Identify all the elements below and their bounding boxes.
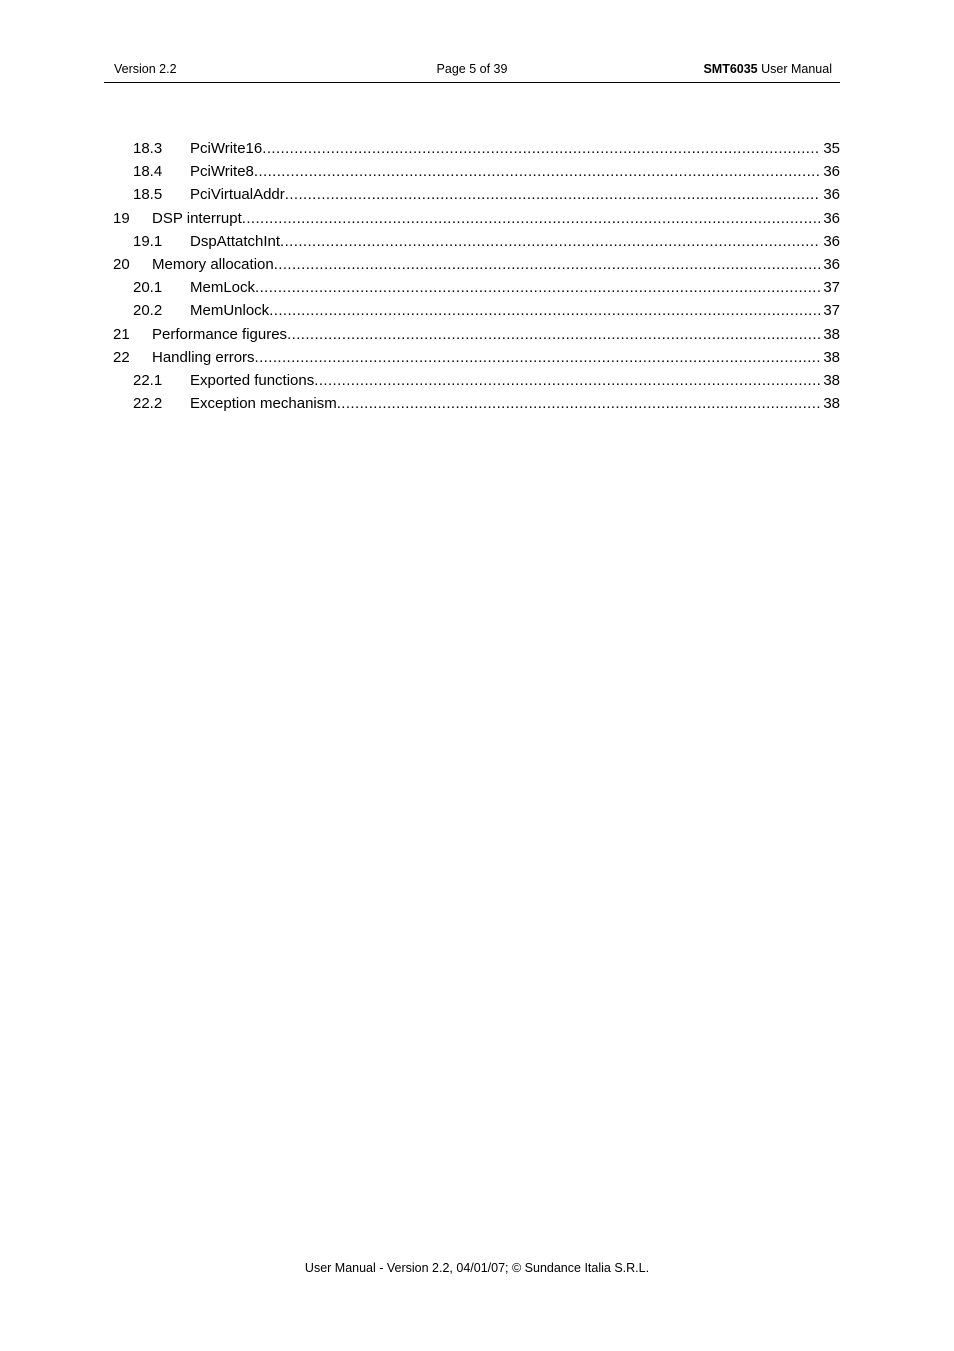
- toc-leader: [255, 346, 821, 369]
- toc-title: Exception mechanism: [190, 392, 337, 415]
- toc-page: 36: [820, 183, 840, 206]
- header-version: Version 2.2: [114, 62, 177, 76]
- toc-number: 18.5: [133, 186, 163, 204]
- header-document-title: [703, 62, 832, 76]
- toc-title: PciWrite8: [190, 160, 254, 183]
- toc-title: Exported functions: [190, 369, 314, 392]
- toc-number: 18.4: [133, 163, 163, 181]
- toc-entry[interactable]: [113, 346, 840, 369]
- toc-page: 36: [820, 253, 840, 276]
- toc-entry[interactable]: [113, 392, 840, 415]
- toc-entry[interactable]: [113, 137, 840, 160]
- toc-leader: [262, 137, 820, 160]
- toc-leader: [274, 253, 821, 276]
- toc-leader: [280, 230, 820, 253]
- toc-title: Memory allocation: [152, 253, 274, 276]
- toc-page: 38: [820, 369, 840, 392]
- toc-entry[interactable]: [113, 323, 840, 346]
- page-header: [104, 60, 840, 83]
- toc-leader: [287, 323, 820, 346]
- toc-title: DSP interrupt: [152, 207, 242, 230]
- table-of-contents: [113, 137, 840, 415]
- toc-entry[interactable]: [113, 299, 840, 322]
- header-page-number: Page 5 of 39: [436, 62, 508, 76]
- toc-number: 22.2: [133, 395, 163, 413]
- toc-page: 38: [820, 323, 840, 346]
- toc-number: 20.2: [133, 302, 163, 320]
- toc-title: DspAttatchInt: [190, 230, 280, 253]
- toc-title: MemLock: [190, 276, 255, 299]
- toc-entry[interactable]: [113, 369, 840, 392]
- toc-entry[interactable]: [113, 253, 840, 276]
- toc-page: 36: [820, 207, 840, 230]
- toc-number: 18.3: [133, 140, 163, 157]
- toc-number: 19.1: [133, 232, 163, 250]
- toc-entry[interactable]: [113, 207, 840, 230]
- toc-page: 38: [820, 392, 840, 415]
- page-footer: User Manual - Version 2.2, 04/01/07; © Sundance Italia S.R.L.: [304, 1261, 650, 1275]
- toc-title: PciWrite16: [190, 137, 262, 160]
- toc-leader: [254, 160, 820, 183]
- toc-page: 36: [820, 230, 840, 253]
- toc-page: 36: [820, 160, 840, 183]
- header-product: SMT6035: [703, 62, 758, 76]
- toc-number: 22: [113, 348, 130, 366]
- toc-entry[interactable]: [113, 183, 840, 206]
- toc-number: 21: [113, 325, 130, 343]
- toc-entry[interactable]: [113, 230, 840, 253]
- toc-entry[interactable]: [113, 276, 840, 299]
- toc-leader: [255, 276, 820, 299]
- toc-leader: [242, 207, 821, 230]
- toc-number: 22.1: [133, 371, 163, 389]
- toc-page: 37: [820, 299, 840, 322]
- toc-title: MemUnlock: [190, 299, 269, 322]
- toc-title: PciVirtualAddr: [190, 183, 285, 206]
- toc-leader: [337, 392, 821, 415]
- toc-title: Performance figures: [152, 323, 287, 346]
- toc-number: 19: [113, 209, 130, 227]
- toc-page: 35: [820, 137, 840, 160]
- toc-number: 20.1: [133, 279, 163, 297]
- toc-leader: [314, 369, 820, 392]
- toc-page: 37: [820, 276, 840, 299]
- header-doc-type: User Manual: [761, 62, 832, 76]
- toc-title: Handling errors: [152, 346, 255, 369]
- toc-number: 20: [113, 255, 130, 273]
- toc-leader: [285, 183, 821, 206]
- toc-entry[interactable]: [113, 160, 840, 183]
- toc-leader: [269, 299, 820, 322]
- toc-page: 38: [820, 346, 840, 369]
